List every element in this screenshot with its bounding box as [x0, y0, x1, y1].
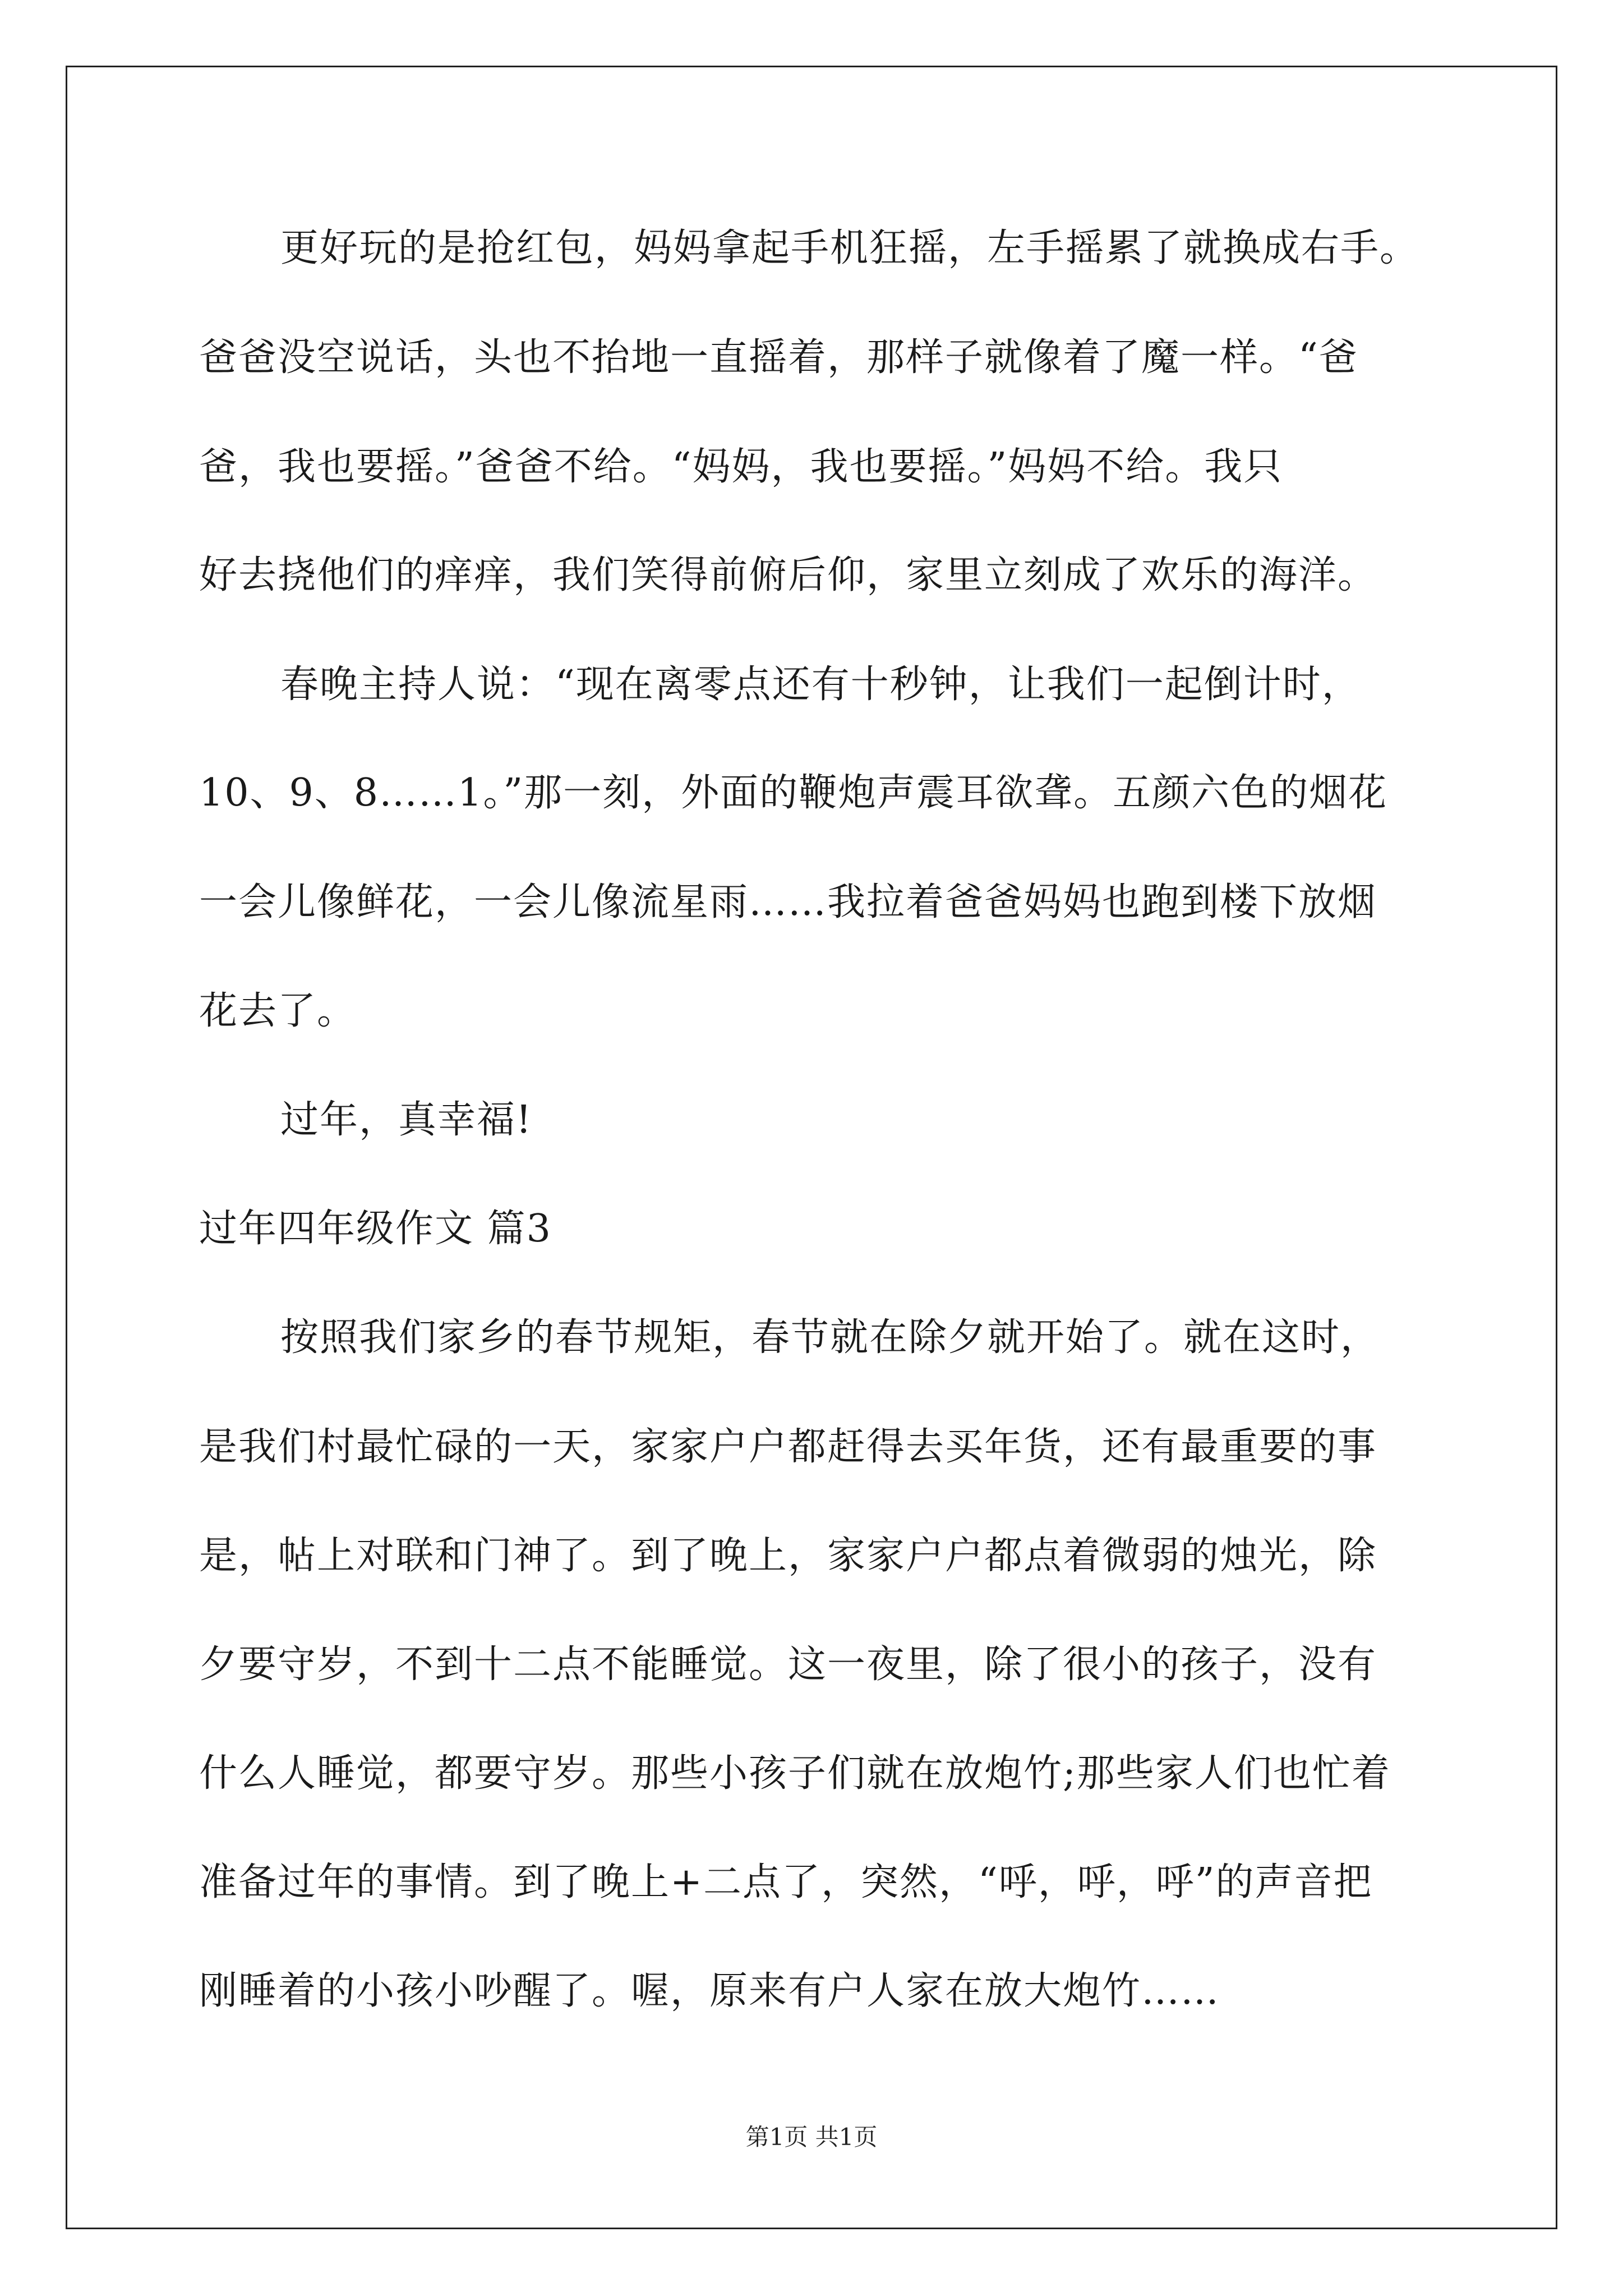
paragraph-line: 一会儿像鲜花，一会儿像流星雨……我拉着爸爸妈妈也跑到楼下放烟	[199, 880, 1377, 924]
paragraph-line: 爸爸没空说话，头也不抬地一直摇着，那样子就像着了魔一样。“爸	[199, 335, 1358, 380]
paragraph-line: 是我们村最忙碌的一天，家家户户都赶得去买年货，还有最重要的事	[199, 1425, 1377, 1469]
paragraph-line: 春晚主持人说：“现在离零点还有十秒钟，让我们一起倒计时，	[280, 662, 1361, 707]
paragraph-line: 准备过年的事情。到了晚上+二点了，突然，“呼，呼，呼”的声音把	[199, 1860, 1373, 1904]
paragraph-line: 按照我们家乡的春节规矩，春节就在除夕就开始了。就在这时，	[280, 1315, 1380, 1360]
paragraph-line: 是，帖上对联和门神了。到了晚上，家家户户都点着微弱的烛光，除	[199, 1534, 1377, 1578]
paragraph-line: 什么人睡觉，都要守岁。那些小孩子们就在放炮竹;那些家人们也忙着	[199, 1751, 1391, 1796]
paragraph-line: 过年，真幸福!	[280, 1098, 533, 1142]
paragraph-line: 刚睡着的小孩小吵醒了。喔，原来有户人家在放大炮竹……	[199, 1969, 1220, 2013]
section-heading: 过年四年级作文 篇3	[199, 1207, 552, 1251]
paragraph-line: 爸，我也要摇。”爸爸不给。“妈妈，我也要摇。”妈妈不给。我只	[199, 445, 1283, 489]
paragraph-line: 花去了。	[199, 989, 357, 1033]
paragraph-line: 夕要守岁，不到十二点不能睡觉。这一夜里，除了很小的孩子，没有	[199, 1642, 1377, 1687]
paragraph-line: 10、9、8……1。”那一刻，外面的鞭炮声震耳欲聋。五颜六色的烟花	[199, 771, 1388, 815]
paragraph-line: 更好玩的是抢红包，妈妈拿起手机狂摇，左手摇累了就换成右手。	[280, 226, 1419, 270]
paragraph-line: 好去挠他们的痒痒，我们笑得前俯后仰，家里立刻成了欢乐的海洋。	[199, 553, 1377, 597]
page-footer: 第1页 共1页	[745, 2123, 878, 2151]
